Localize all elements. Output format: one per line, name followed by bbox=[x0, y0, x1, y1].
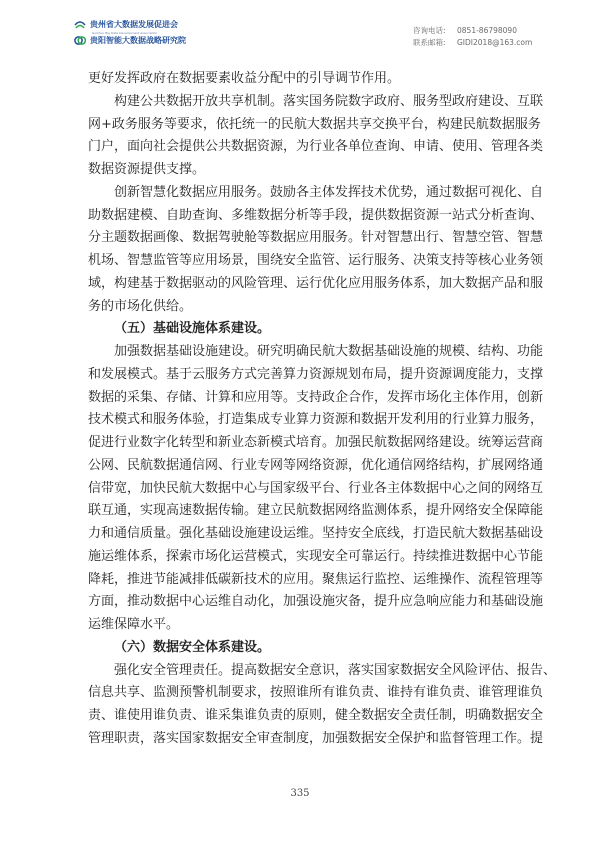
email-value: GIDI2018@163.com bbox=[457, 38, 533, 47]
text-line: 联互通，实现高速数据传输。建立民航数据网络监测体系，提升网络安全保障能 bbox=[88, 503, 544, 519]
page-number: 335 bbox=[290, 788, 310, 799]
phone-label: 咨询电话: bbox=[413, 26, 446, 35]
text-line: 助数据建模、自助查询、多维数据分析等手段，提供数据资源一站式分析查询、 bbox=[88, 207, 544, 223]
text-line: 强化安全管理责任。提高数据安全意识，落实国家数据安全风险评估、报告、 bbox=[114, 662, 557, 678]
text-line: 更好发挥政府在数据要素收益分配中的引导调节作用。 bbox=[88, 71, 401, 86]
text-line: 和发展模式。基于云服务方式完善算力资源规划布局，提升资源调度能力，支撑 bbox=[88, 366, 544, 382]
text-line: 方面，推动数据中心运维自动化，加强设施灾备，提升应急响应能力和基础设施 bbox=[88, 594, 544, 610]
text-line: 促进行业数字化转型和新业态新模式培育。加强民航数据网络建设。统筹运营商 bbox=[88, 435, 544, 450]
association-english-name: Guizhou Big Data Development Association bbox=[92, 31, 158, 35]
text-line: 公网、民航数据通信网、行业专网等网络资源，优化通信网络结构，扩展网络通 bbox=[88, 457, 544, 473]
logo-row-institute bbox=[74, 34, 274, 47]
contact-phone-row bbox=[413, 25, 532, 37]
text-line: 机场、智慧监管等应用场景，围绕安全监管、运行服务、决策支持等核心业务领 bbox=[88, 253, 544, 268]
text-line: 力和通信质量。强化基础设施建设运维。坚持安全底线，打造民航大数据基础设 bbox=[88, 526, 544, 541]
section-heading: （六）数据安全体系建设。 bbox=[114, 639, 271, 655]
text-line: 责、谁使用谁负责、谁采集谁负责的原则，健全数据安全责任制，明确数据安全 bbox=[88, 708, 544, 723]
text-line: 加强数据基础设施建设。研究明确民航大数据基础设施的规模、结构、功能 bbox=[114, 344, 544, 359]
text-line: 构建公共数据开放共享机制。落实国务院数字政府、服务型政府建设、互联 bbox=[114, 93, 544, 109]
section-heading: （五）基础设施体系建设。 bbox=[114, 321, 271, 337]
text-line: 分主题数据画像、数据驾驶舱等数据应用服务。针对智慧出行、智慧空管、智慧 bbox=[88, 230, 544, 246]
text-line: 信带宽，加快民航大数据中心与国家级平台、行业各主体数据中心之间的网络互 bbox=[88, 480, 544, 496]
text-line: 管理职责，落实国家数据安全审查制度，加强数据安全保护和监督管理工作。提 bbox=[88, 730, 544, 746]
text-line: 运维保障水平。 bbox=[88, 617, 180, 632]
institute-name: 贵阳智能大数据战略研究院 bbox=[90, 35, 186, 45]
text-line: 数据资源提供支撑。 bbox=[88, 162, 206, 177]
organization-logos bbox=[74, 18, 274, 50]
text-line: 域，构建基于数据驱动的风险管理、运行优化应用服务体系，加大数据产品和服 bbox=[88, 275, 544, 291]
text-line: 门户，面向社会提供公共数据资源，为行业各单位查询、申请、使用、管理各类 bbox=[88, 139, 544, 155]
phone-value: 0851-86798090 bbox=[457, 26, 517, 35]
page-header bbox=[0, 0, 600, 58]
text-line: 技术模式和服务体验，打造集成专业算力资源和数据开发利用的行业算力服务， bbox=[88, 412, 544, 428]
association-logo-icon bbox=[74, 19, 86, 30]
contact-email-row bbox=[413, 37, 532, 49]
text-line: 创新智慧化数据应用服务。鼓励各主体发挥技术优势，通过数据可视化、自 bbox=[114, 184, 544, 200]
text-line: 施运维体系，探索市场化运营模式，实现安全可靠运行。持续推进数据中心节能 bbox=[88, 548, 544, 564]
contact-info bbox=[413, 25, 532, 49]
text-line: 降耗，推进节能减排低碳新技术的应用。聚焦运行监控、运维操作、流程管理等 bbox=[88, 571, 544, 587]
text-line: 信息共享、监测预警机制要求，按照谁所有谁负责、谁持有谁负责、谁管理谁负 bbox=[88, 685, 544, 701]
email-label: 联系邮箱: bbox=[413, 38, 446, 47]
text-line: 数据的采集、存储、计算和应用等。支持政企合作，发挥市场化主体作用，创新 bbox=[88, 389, 544, 405]
text-line: 网+政务服务等要求，依托统一的民航大数据共享交换平台，构建民航数据服务 bbox=[88, 116, 541, 132]
institute-logo-icon bbox=[74, 35, 86, 46]
logo-row-association bbox=[74, 18, 274, 35]
text-line: 务的市场化供给。 bbox=[88, 298, 193, 314]
document-body bbox=[88, 68, 557, 751]
association-name: 贵州省大数据发展促进会 bbox=[90, 19, 178, 29]
